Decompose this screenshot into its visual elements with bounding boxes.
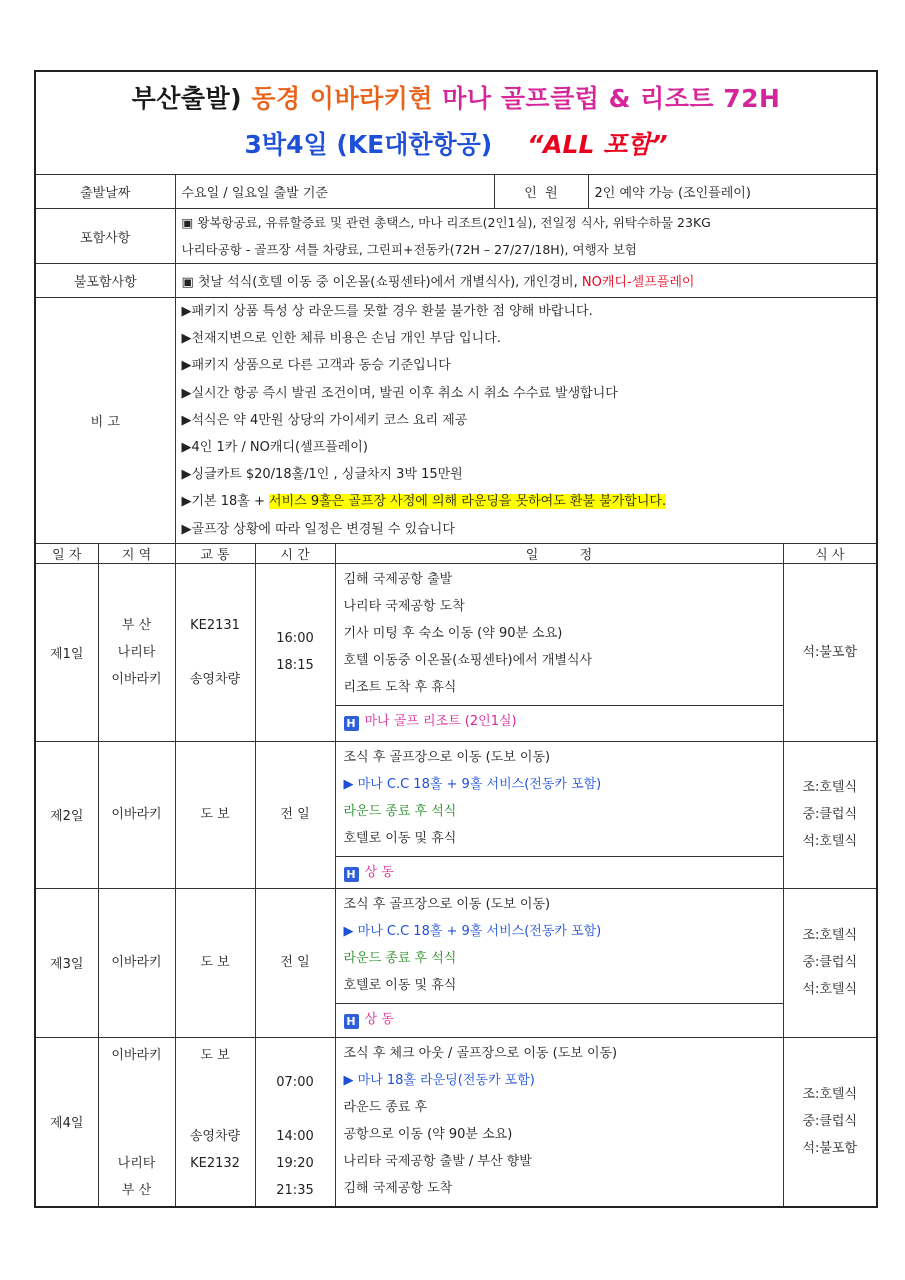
region-cell	[98, 888, 175, 1037]
time-cell	[255, 888, 335, 1037]
schedule-item: ▶ 마나 C.C 18홀 + 9홀 서비스(전동카 포함)	[343, 776, 602, 792]
region-entry: 부 산	[121, 617, 152, 633]
title-all-included: “ALL 포함”	[527, 130, 668, 159]
title-line-2	[36, 120, 876, 170]
time-entry: 19:20	[276, 1155, 314, 1171]
region-list	[99, 801, 175, 828]
people-value: 2인 예약 가능 (조인플레이)	[588, 175, 877, 209]
region-list	[99, 1038, 175, 1204]
transport-entry: 도 보	[200, 1047, 230, 1063]
schedule-item: 호텔로 이동 및 휴식	[343, 830, 457, 846]
transport-cell	[175, 1037, 255, 1207]
note-line: ▶패키지 상품으로 다른 고객과 동승 기준입니다	[181, 358, 451, 374]
note-line: ▶석식은 약 4만원 상당의 가이세키 코스 요리 제공	[181, 412, 468, 428]
time-entry	[256, 1042, 335, 1069]
title-part: 부산출발)	[131, 84, 252, 113]
schedule-item: 라운드 종료 후 석식	[343, 950, 457, 966]
time-entry: 전 일	[280, 807, 310, 823]
hotel-name: 마나 골프 리조트 (2인1실)	[364, 713, 517, 729]
note-line: ▶패키지 상품 특성 상 라운드를 못할 경우 환불 불가한 점 양해 바랍니다.	[181, 304, 593, 319]
excluded-value	[175, 264, 877, 298]
schedule-item: 리조트 도착 후 휴식	[343, 679, 457, 695]
title-line-1	[36, 78, 876, 120]
note-line: ▶골프장 상황에 따라 일정은 변경될 수 있습니다	[181, 521, 455, 537]
time-list	[256, 949, 335, 976]
meal-entry: 중:클럽식	[802, 807, 858, 823]
time-cell	[255, 1037, 335, 1207]
header-schedule: 일 정	[335, 543, 783, 563]
title-product: 3박4일 (KE대한항공)	[244, 130, 493, 159]
note-line: ▶4인 1카 / NO캐디(셀프플레이)	[181, 440, 368, 456]
transport-list	[176, 1038, 255, 1204]
schedule-item: 호텔 이동중 이온몰(쇼핑센타)에서 개별식사	[343, 652, 593, 668]
region-list	[99, 612, 175, 693]
schedule-item: 조식 후 골프장으로 이동 (도보 이동)	[343, 749, 551, 765]
title-part: 동경 이바라키현	[251, 84, 443, 113]
time-entry: 18:15	[276, 658, 314, 674]
schedule-item: 나리타 국제공항 출발 / 부산 향발	[343, 1153, 532, 1169]
region-entry	[99, 1123, 175, 1150]
note-refund-prefix: ▶기본 18홀 +	[181, 494, 270, 510]
transport-cell	[175, 888, 255, 1037]
depart-value: 수요일 / 일요일 출발 기준	[175, 175, 494, 209]
transport-cell	[175, 563, 255, 741]
people-label: 인 원	[494, 175, 588, 209]
day-row	[35, 741, 877, 888]
meal-entry: 중:클럽식	[802, 1114, 858, 1130]
hotel-icon: H	[344, 867, 359, 882]
hotel-name: 상 동	[364, 864, 394, 880]
day-label: 제4일	[35, 1037, 98, 1207]
schedule-item: ▶ 마나 C.C 18홀 + 9홀 서비스(전동카 포함)	[343, 923, 602, 939]
meal-entry: 조:호텔식	[802, 928, 858, 944]
transport-entry	[176, 1096, 255, 1123]
time-entry: 전 일	[280, 955, 310, 971]
hotel-name: 상 동	[364, 1011, 394, 1027]
included-line: ▣ 왕복항공료, 유류할증료 및 관련 총택스, 마나 리조트(2인1실), 전일정 식사, 위탁수하물 23KG	[181, 215, 711, 230]
time-entry: 14:00	[276, 1128, 314, 1144]
day-row	[35, 888, 877, 1037]
time-entry: 07:00	[276, 1074, 314, 1090]
schedule-item: 김해 국제공항 출발	[343, 571, 453, 587]
schedule-item: 라운드 종료 후	[343, 1099, 428, 1115]
excluded-text: ▣ 첫날 석식(호텔 이동 중 이온몰(쇼핑센타)에서 개별식사), 개인경비,	[181, 275, 582, 290]
schedule-items	[336, 889, 783, 1003]
itinerary-document	[34, 70, 876, 1208]
region-entry: 나리타	[117, 644, 156, 660]
schedule-items	[336, 742, 783, 856]
schedule-items	[336, 1038, 783, 1206]
hotel-icon: H	[344, 1014, 359, 1029]
region-entry: 이바라키	[111, 1047, 162, 1063]
transport-cell	[175, 741, 255, 888]
note-line: ▶싱글카트 $20/18홀/1인 , 싱글차지 3박 15만원	[181, 467, 463, 483]
transport-entry: 도 보	[200, 955, 230, 971]
meal-entry: 석:불포함	[802, 644, 858, 660]
hotel-line	[336, 856, 783, 888]
itinerary-table	[34, 70, 878, 1208]
schedule-item: 조식 후 체크 아웃 / 골프장으로 이동 (도보 이동)	[343, 1045, 618, 1061]
transport-entry: 송영차량	[189, 1128, 241, 1144]
schedule-cell	[335, 1037, 783, 1207]
meal-entry: 석:호텔식	[802, 982, 858, 998]
meal-entry: 중:클럽식	[802, 955, 858, 971]
included-label: 포함사항	[35, 209, 175, 264]
hotel-line	[336, 1003, 783, 1035]
depart-label: 출발날짜	[35, 175, 175, 209]
schedule-item: ▶ 마나 18홀 라운딩(전동카 포함)	[343, 1072, 535, 1088]
schedule-item: 라운드 종료 후 석식	[343, 803, 457, 819]
title-block	[35, 71, 877, 175]
region-entry: 나리타	[117, 1155, 156, 1171]
notes-list	[175, 298, 877, 544]
no-caddie-note: NO캐디-셀프플레이	[581, 275, 695, 290]
title-part: 마나 골프클럽 & 리조트 72H	[442, 84, 781, 113]
time-entry	[256, 1096, 335, 1123]
time-cell	[255, 741, 335, 888]
header-meal: 식 사	[783, 543, 877, 563]
time-list	[256, 1038, 335, 1204]
time-cell	[255, 563, 335, 741]
header-day: 일 자	[35, 543, 98, 563]
transport-entry: KE2132	[190, 1155, 240, 1171]
schedule-cell	[335, 563, 783, 741]
day-label: 제3일	[35, 888, 98, 1037]
time-entry: 21:35	[276, 1182, 314, 1198]
transport-entry: 송영차량	[189, 671, 241, 687]
schedule-item: 김해 국제공항 도착	[343, 1180, 453, 1196]
meal-cell	[783, 741, 877, 888]
note-line: ▶천재지변으로 인한 체류 비용은 손님 개인 부담 입니다.	[181, 331, 501, 347]
schedule-header	[35, 543, 877, 563]
transport-entry: 도 보	[200, 807, 230, 823]
day-label: 제1일	[35, 563, 98, 741]
time-entry: 16:00	[276, 631, 314, 647]
excluded-label: 불포함사항	[35, 264, 175, 298]
meal-entry: 조:호텔식	[802, 1087, 858, 1103]
note-line: ▶실시간 항공 즉시 발권 조건이며, 발권 이후 취소 시 취소 수수료 발생합니다	[181, 385, 618, 401]
region-cell	[98, 563, 175, 741]
day-row	[35, 1037, 877, 1207]
included-value	[175, 209, 877, 264]
region-entry: 이바라키	[111, 807, 162, 823]
schedule-items	[336, 564, 783, 705]
header-region: 지 역	[98, 543, 175, 563]
region-entry: 부 산	[121, 1182, 152, 1198]
transport-list	[176, 612, 255, 693]
schedule-cell	[335, 741, 783, 888]
schedule-item: 조식 후 골프장으로 이동 (도보 이동)	[343, 896, 551, 912]
hotel-line	[336, 705, 783, 737]
included-line: 나리타공항 - 골프장 셔틀 차량료, 그린피+전동카(72H – 27/27/18H), 여행자 보험	[181, 242, 637, 257]
transport-entry: KE2131	[190, 617, 240, 633]
region-list	[99, 949, 175, 976]
day-label: 제2일	[35, 741, 98, 888]
meal-cell	[783, 1037, 877, 1207]
schedule-cell	[335, 888, 783, 1037]
schedule-item: 기사 미팅 후 숙소 이동 (약 90분 소요)	[343, 625, 563, 641]
meal-cell	[783, 563, 877, 741]
note-refund-policy	[182, 488, 871, 515]
meal-entry: 석:호텔식	[802, 834, 858, 850]
time-list	[256, 625, 335, 679]
meal-cell	[783, 888, 877, 1037]
header-transport: 교 통	[175, 543, 255, 563]
header-time: 시 간	[255, 543, 335, 563]
schedule-item: 나리타 국제공항 도착	[343, 598, 465, 614]
transport-entry	[176, 1069, 255, 1096]
time-list	[256, 801, 335, 828]
notes-label: 비 고	[35, 298, 175, 544]
transport-entry	[176, 639, 255, 666]
region-entry	[99, 1096, 175, 1123]
note-refund-highlight: 서비스 9홀은 골프장 사정에 의해 라운딩을 못하여도 환불 불가합니다.	[269, 494, 667, 510]
region-cell	[98, 1037, 175, 1207]
region-entry: 이바라키	[111, 671, 162, 687]
region-cell	[98, 741, 175, 888]
schedule-item: 호텔로 이동 및 휴식	[343, 977, 457, 993]
schedule-item: 공항으로 이동 (약 90분 소요)	[343, 1126, 513, 1142]
transport-list	[176, 949, 255, 976]
region-entry	[99, 1069, 175, 1096]
meal-entry: 석:불포함	[802, 1141, 858, 1157]
region-entry: 이바라키	[111, 955, 162, 971]
transport-entry	[176, 1177, 255, 1204]
day-row	[35, 563, 877, 741]
transport-list	[176, 801, 255, 828]
hotel-icon: H	[344, 716, 359, 731]
meal-entry: 조:호텔식	[802, 780, 858, 796]
